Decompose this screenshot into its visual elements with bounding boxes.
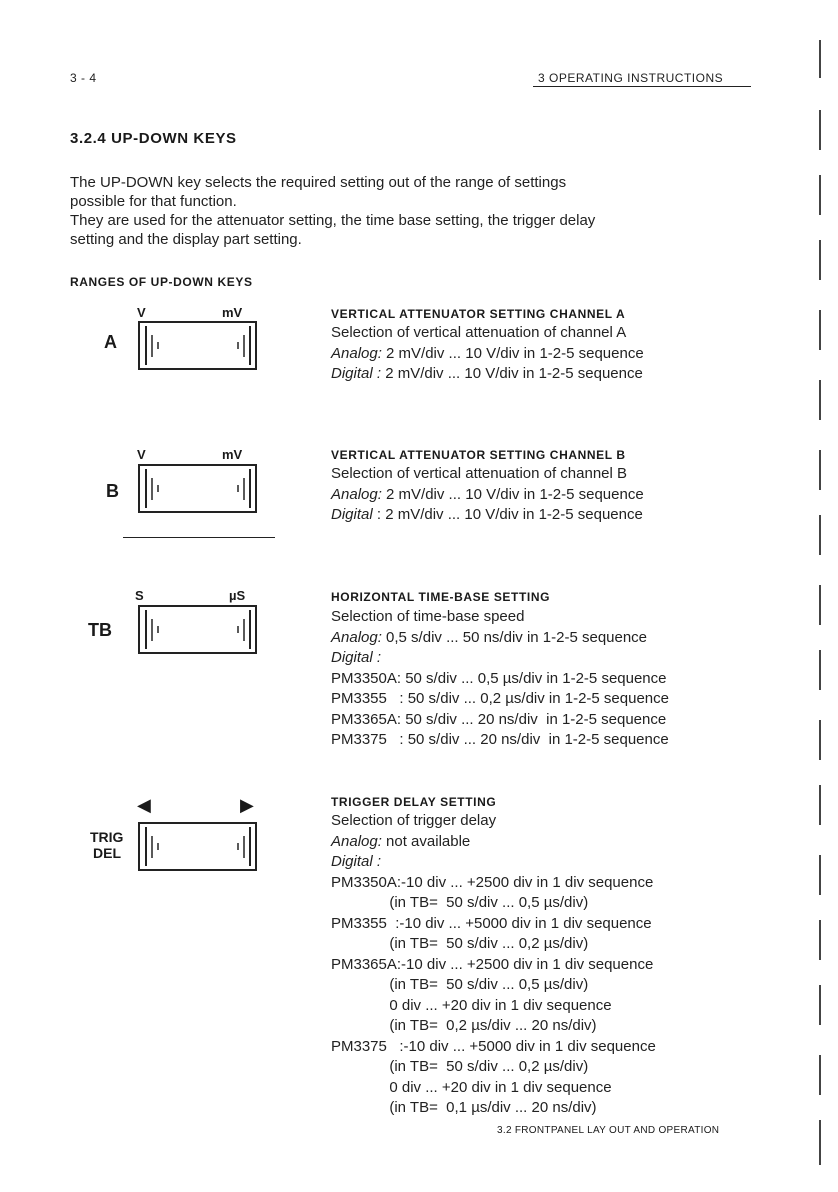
scan-edge-mark [819, 240, 821, 280]
description-line [331, 323, 644, 344]
scan-edge-mark [819, 855, 821, 895]
scan-edge-mark [819, 985, 821, 1025]
rocker-marks-icon [140, 323, 255, 368]
key-del-label: DEL [93, 845, 121, 861]
key-trig-del-up-down-key[interactable] [138, 822, 257, 871]
key-tb-right-unit: µS [229, 588, 246, 603]
key-a-title: VERTICAL ATTENUATOR SETTING CHANNEL A [331, 307, 626, 321]
description-line [331, 710, 669, 731]
description-line [331, 1016, 656, 1037]
description-line [331, 730, 669, 751]
rocker-marks-icon [140, 824, 255, 869]
line-text: (in TB= 50 s/div ... 0,5 µs/div) [331, 894, 589, 911]
footer-text: 3.2 FRONTPANEL LAY OUT AND OPERATION [497, 1125, 720, 1136]
line-text: 2 mV/div ... 10 V/div in 1-2-5 sequence [381, 485, 644, 503]
scan-edge-mark [819, 650, 821, 690]
line-text: (in TB= 0,2 µs/div ... 20 ns/div) [331, 1017, 597, 1034]
rocker-marks-icon [140, 607, 255, 652]
line-text: PM3355 : 50 s/div ... 0,2 µs/div in 1-2-5 sequence [331, 690, 669, 707]
page-number: 3 - 4 [70, 71, 97, 85]
scan-edge-mark [819, 175, 821, 215]
key-b-label: B [106, 481, 119, 501]
key-b-title: VERTICAL ATTENUATOR SETTING CHANNEL B [331, 448, 626, 462]
description-line [331, 852, 656, 873]
key-b-left-unit: V [137, 447, 146, 462]
line-text: Selection of time-base speed [331, 608, 525, 625]
line-text: PM3365A: 50 s/div ... 20 ns/div in 1-2-5 sequence [331, 710, 667, 728]
scan-edge-mark [819, 310, 821, 350]
description-line [331, 607, 669, 628]
key-tb-label: TB [88, 620, 112, 640]
key-a-label: A [104, 332, 117, 352]
description-line [331, 364, 644, 385]
line-text: 2 mV/div ... 10 V/div in 1-2-5 sequence [381, 344, 644, 362]
key-trig-del-description [331, 811, 656, 1119]
line-text: (in TB= 50 s/div ... 0,2 µs/div) [331, 1058, 589, 1075]
key-tb-title: HORIZONTAL TIME-BASE SETTING [331, 590, 551, 604]
key-b-right-unit: mV [222, 447, 243, 462]
line-text: Selection of vertical attenuation of channel B [331, 465, 628, 482]
right-arrow-icon: ▶ [240, 795, 254, 815]
key-tb-up-down-key[interactable] [138, 605, 257, 654]
description-line [331, 975, 656, 996]
line-emphasis: Analog: [331, 344, 382, 362]
line-text: PM3365A:-10 div ... +2500 div in 1 div sequence [331, 955, 654, 973]
line-text: (in TB= 0,1 µs/div ... 20 ns/div) [331, 1099, 597, 1116]
line-text: PM3375 :-10 div ... +5000 div in 1 div sequence [331, 1037, 656, 1055]
description-line [331, 873, 656, 894]
line-text: 0,5 s/div ... 50 ns/div in 1-2-5 sequence [381, 628, 648, 646]
scan-edge-mark [819, 380, 821, 420]
scan-edge-mark [819, 585, 821, 625]
line-emphasis: Analog: [331, 485, 382, 503]
key-tb-description [331, 607, 669, 751]
scan-edge-mark [819, 920, 821, 960]
intro-line: The UP-DOWN key selects the required setting out of the range of settings [70, 174, 567, 191]
description-line [331, 505, 644, 526]
description-line [331, 1078, 656, 1099]
key-tb-left-unit: S [135, 588, 144, 603]
description-line [331, 955, 656, 976]
line-text: PM3375 : 50 s/div ... 20 ns/div in 1-2-5 sequence [331, 731, 669, 748]
key-trig-label: TRIG [90, 829, 124, 845]
ranges-title: RANGES OF UP-DOWN KEYS [70, 275, 253, 289]
scan-edge-mark [819, 515, 821, 555]
description-line [331, 669, 669, 690]
line-emphasis: Digital [331, 506, 373, 523]
description-line [331, 485, 644, 506]
chapter-title: 3 OPERATING INSTRUCTIONS [538, 71, 724, 85]
key-a-description [331, 323, 644, 385]
rocker-marks-icon [140, 466, 255, 511]
header-rule [533, 86, 751, 87]
intro-line: They are used for the attenuator setting, the time base setting, the trigger delay [70, 212, 596, 229]
description-line [331, 893, 656, 914]
section-title: 3.2.4 UP-DOWN KEYS [70, 130, 237, 147]
description-line [331, 689, 669, 710]
line-text: PM3350A: 50 s/div ... 0,5 µs/div in 1-2-5 sequence [331, 669, 667, 687]
description-line [331, 1057, 656, 1078]
line-emphasis: Digital : [331, 853, 382, 870]
key-a-left-unit: V [137, 305, 146, 320]
scan-edge-mark [819, 1055, 821, 1095]
scan-edge-mark [819, 1120, 821, 1165]
description-line [331, 628, 669, 649]
intro-line: possible for that function. [70, 193, 237, 210]
intro-paragraph [70, 173, 770, 249]
key-b-description [331, 464, 644, 526]
intro-line: setting and the display part setting. [70, 231, 302, 248]
divider [123, 537, 275, 538]
description-line [331, 1037, 656, 1058]
scan-edge-mark [819, 450, 821, 490]
description-line [331, 934, 656, 955]
line-text: (in TB= 50 s/div ... 0,5 µs/div) [331, 976, 589, 993]
description-line [331, 996, 656, 1017]
line-text: 2 mV/div ... 10 V/div in 1-2-5 sequence [381, 365, 643, 382]
line-emphasis: Analog: [331, 832, 382, 850]
line-text: Selection of vertical attenuation of channel A [331, 324, 627, 341]
scan-edge-mark [819, 110, 821, 150]
description-line [331, 464, 644, 485]
line-text: PM3350A:-10 div ... +2500 div in 1 div sequence [331, 873, 654, 891]
description-line [331, 914, 656, 935]
line-emphasis: Digital : [331, 365, 382, 382]
line-text: : 2 mV/div ... 10 V/div in 1-2-5 sequence [372, 506, 643, 523]
scan-edge-mark [819, 40, 821, 78]
key-trig-del-title: TRIGGER DELAY SETTING [331, 795, 497, 809]
scan-edge-mark [819, 785, 821, 825]
description-line [331, 811, 656, 832]
description-line [331, 648, 669, 669]
line-text: (in TB= 50 s/div ... 0,2 µs/div) [331, 935, 589, 952]
line-emphasis: Analog: [331, 628, 382, 646]
description-line [331, 832, 656, 853]
left-arrow-icon: ◀ [137, 795, 151, 815]
line-text: 0 div ... +20 div in 1 div sequence [331, 996, 612, 1014]
scan-edge-mark [819, 720, 821, 760]
key-a-right-unit: mV [222, 305, 243, 320]
line-text: Selection of trigger delay [331, 812, 497, 829]
line-emphasis: Digital : [331, 649, 382, 666]
line-text: PM3355 :-10 div ... +5000 div in 1 div sequence [331, 914, 652, 932]
line-text: 0 div ... +20 div in 1 div sequence [331, 1078, 612, 1096]
key-a-up-down-key[interactable] [138, 321, 257, 370]
key-b-up-down-key[interactable] [138, 464, 257, 513]
description-line [331, 344, 644, 365]
line-text: not available [381, 832, 471, 850]
description-line [331, 1098, 656, 1119]
